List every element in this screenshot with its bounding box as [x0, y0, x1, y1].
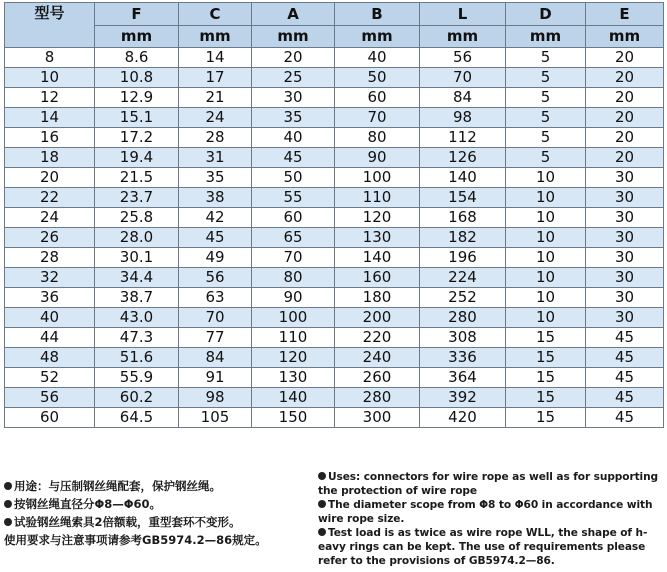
- column-header: D: [506, 3, 586, 26]
- table-row: [5, 368, 664, 388]
- value-cell: 30: [586, 288, 664, 308]
- value-cell: 8.6: [95, 48, 179, 68]
- value-cell: 34.4: [95, 268, 179, 288]
- column-header: E: [586, 3, 664, 26]
- value-cell: 38: [179, 188, 252, 208]
- notes-chinese: [4, 477, 314, 550]
- value-cell: 100: [252, 308, 335, 328]
- unit-header: mm: [586, 26, 664, 48]
- value-cell: 70: [420, 68, 506, 88]
- model-cell: 40: [5, 308, 95, 328]
- value-cell: 70: [335, 108, 420, 128]
- value-cell: 200: [335, 308, 420, 328]
- value-cell: 110: [335, 188, 420, 208]
- value-cell: 51.6: [95, 348, 179, 368]
- value-cell: 364: [420, 368, 506, 388]
- model-cell: 32: [5, 268, 95, 288]
- value-cell: 31: [179, 148, 252, 168]
- model-cell: 56: [5, 388, 95, 408]
- value-cell: 25.8: [95, 208, 179, 228]
- value-cell: 65: [252, 228, 335, 248]
- value-cell: 308: [420, 328, 506, 348]
- note-cn-usage: 用途：与压制钢丝绳配套，保护钢丝绳。: [14, 479, 221, 493]
- table-row: [5, 88, 664, 108]
- value-cell: 15: [506, 348, 586, 368]
- value-cell: 28: [179, 128, 252, 148]
- value-cell: 17: [179, 68, 252, 88]
- value-cell: 15: [506, 408, 586, 428]
- value-cell: 90: [252, 288, 335, 308]
- value-cell: 45: [252, 148, 335, 168]
- table-row: [5, 148, 664, 168]
- table-body: [5, 3, 664, 428]
- value-cell: 15: [506, 368, 586, 388]
- column-header: C: [179, 3, 252, 26]
- value-cell: 20: [586, 148, 664, 168]
- value-cell: 12.9: [95, 88, 179, 108]
- value-cell: 10: [506, 168, 586, 188]
- value-cell: 56: [179, 268, 252, 288]
- value-cell: 10: [506, 248, 586, 268]
- value-cell: 60: [335, 88, 420, 108]
- value-cell: 5: [506, 128, 586, 148]
- value-cell: 105: [179, 408, 252, 428]
- value-cell: 84: [179, 348, 252, 368]
- value-cell: 5: [506, 48, 586, 68]
- value-cell: 100: [335, 168, 420, 188]
- model-cell: 26: [5, 228, 95, 248]
- value-cell: 98: [420, 108, 506, 128]
- value-cell: 30.1: [95, 248, 179, 268]
- table-row: [5, 408, 664, 428]
- value-cell: 392: [420, 388, 506, 408]
- value-cell: 21: [179, 88, 252, 108]
- table-row: [5, 168, 664, 188]
- value-cell: 160: [335, 268, 420, 288]
- value-cell: 45: [586, 328, 664, 348]
- bullet-icon: [4, 518, 12, 526]
- value-cell: 98: [179, 388, 252, 408]
- note-cn-reference: 使用要求与注意事项请参考GB5974.2—86规定。: [4, 533, 267, 548]
- value-cell: 21.5: [95, 168, 179, 188]
- model-cell: 10: [5, 68, 95, 88]
- value-cell: 126: [420, 148, 506, 168]
- value-cell: 20: [586, 128, 664, 148]
- value-cell: 420: [420, 408, 506, 428]
- model-cell: 60: [5, 408, 95, 428]
- table-row: [5, 308, 664, 328]
- value-cell: 182: [420, 228, 506, 248]
- bullet-icon: [4, 500, 12, 508]
- model-cell: 8: [5, 48, 95, 68]
- note-cn-diameter: 按钢丝绳直径分Φ8—Φ60。: [14, 497, 162, 512]
- value-cell: 140: [252, 388, 335, 408]
- table-row: [5, 288, 664, 308]
- value-cell: 240: [335, 348, 420, 368]
- value-cell: 150: [252, 408, 335, 428]
- value-cell: 30: [586, 268, 664, 288]
- value-cell: 280: [335, 388, 420, 408]
- table-row: [5, 208, 664, 228]
- value-cell: 30: [586, 208, 664, 228]
- value-cell: 43.0: [95, 308, 179, 328]
- value-cell: 180: [335, 288, 420, 308]
- value-cell: 30: [586, 228, 664, 248]
- value-cell: 19.4: [95, 148, 179, 168]
- value-cell: 45: [586, 388, 664, 408]
- value-cell: 49: [179, 248, 252, 268]
- value-cell: 15: [506, 388, 586, 408]
- model-cell: 12: [5, 88, 95, 108]
- value-cell: 30: [586, 188, 664, 208]
- spec-table: [4, 2, 664, 428]
- value-cell: 28.0: [95, 228, 179, 248]
- value-cell: 50: [335, 68, 420, 88]
- value-cell: 55: [252, 188, 335, 208]
- value-cell: 20: [586, 68, 664, 88]
- note-cn-line: [4, 477, 314, 495]
- value-cell: 252: [420, 288, 506, 308]
- note-cn-line: [4, 513, 314, 531]
- note-cn-line: [4, 531, 314, 549]
- note-cn-test: 试验钢丝绳索具2倍额载，重型套环不变形。: [14, 515, 241, 530]
- value-cell: 154: [420, 188, 506, 208]
- value-cell: 20: [586, 108, 664, 128]
- bullet-icon: [4, 482, 12, 490]
- table-row: [5, 188, 664, 208]
- value-cell: 140: [335, 248, 420, 268]
- value-cell: 30: [252, 88, 335, 108]
- value-cell: 24: [179, 108, 252, 128]
- value-cell: 20: [586, 48, 664, 68]
- value-cell: 30: [586, 248, 664, 268]
- value-cell: 50: [252, 168, 335, 188]
- value-cell: 40: [335, 48, 420, 68]
- header-row: [5, 3, 664, 26]
- value-cell: 10: [506, 208, 586, 228]
- note-en-test: Test load is as twice as wire rope WLL, the shape of h-eavy rings can be kept. The use of requirements please refer to the provisions of GB5974.2—86.: [318, 526, 648, 567]
- value-cell: 30: [586, 308, 664, 328]
- value-cell: 14: [179, 48, 252, 68]
- value-cell: 45: [179, 228, 252, 248]
- value-cell: 45: [586, 408, 664, 428]
- table-row: [5, 228, 664, 248]
- note-en-item: [318, 527, 663, 569]
- model-cell: 24: [5, 208, 95, 228]
- bullet-icon: [318, 500, 326, 508]
- value-cell: 10: [506, 288, 586, 308]
- table-row: [5, 48, 664, 68]
- value-cell: 120: [252, 348, 335, 368]
- value-cell: 45: [586, 348, 664, 368]
- value-cell: 40: [252, 128, 335, 148]
- value-cell: 64.5: [95, 408, 179, 428]
- table-row: [5, 268, 664, 288]
- model-header: 型号: [5, 3, 95, 48]
- value-cell: 55.9: [95, 368, 179, 388]
- model-cell: 52: [5, 368, 95, 388]
- value-cell: 63: [179, 288, 252, 308]
- notes-section: [4, 471, 663, 571]
- value-cell: 5: [506, 88, 586, 108]
- value-cell: 5: [506, 148, 586, 168]
- table-row: [5, 328, 664, 348]
- model-cell: 16: [5, 128, 95, 148]
- value-cell: 30: [586, 168, 664, 188]
- value-cell: 15: [506, 328, 586, 348]
- value-cell: 20: [586, 88, 664, 108]
- model-cell: 44: [5, 328, 95, 348]
- value-cell: 35: [252, 108, 335, 128]
- model-cell: 28: [5, 248, 95, 268]
- model-cell: 20: [5, 168, 95, 188]
- table-row: [5, 248, 664, 268]
- value-cell: 5: [506, 68, 586, 88]
- table-row: [5, 348, 664, 368]
- value-cell: 56: [420, 48, 506, 68]
- model-cell: 48: [5, 348, 95, 368]
- value-cell: 90: [335, 148, 420, 168]
- note-cn-line: [4, 495, 314, 513]
- value-cell: 196: [420, 248, 506, 268]
- value-cell: 112: [420, 128, 506, 148]
- value-cell: 60: [252, 208, 335, 228]
- value-cell: 35: [179, 168, 252, 188]
- unit-header: mm: [335, 26, 420, 48]
- table-row: [5, 108, 664, 128]
- value-cell: 130: [335, 228, 420, 248]
- value-cell: 5: [506, 108, 586, 128]
- value-cell: 10.8: [95, 68, 179, 88]
- value-cell: 120: [335, 208, 420, 228]
- value-cell: 20: [252, 48, 335, 68]
- note-en-item: [318, 471, 663, 499]
- value-cell: 45: [586, 368, 664, 388]
- column-header: L: [420, 3, 506, 26]
- value-cell: 10: [506, 228, 586, 248]
- column-header: B: [335, 3, 420, 26]
- value-cell: 25: [252, 68, 335, 88]
- value-cell: 220: [335, 328, 420, 348]
- value-cell: 336: [420, 348, 506, 368]
- table-row: [5, 68, 664, 88]
- value-cell: 60.2: [95, 388, 179, 408]
- unit-header: mm: [252, 26, 335, 48]
- notes-english: [318, 471, 663, 569]
- model-cell: 18: [5, 148, 95, 168]
- value-cell: 224: [420, 268, 506, 288]
- model-cell: 22: [5, 188, 95, 208]
- value-cell: 130: [252, 368, 335, 388]
- value-cell: 168: [420, 208, 506, 228]
- bullet-icon: [318, 528, 326, 536]
- table-row: [5, 128, 664, 148]
- value-cell: 300: [335, 408, 420, 428]
- value-cell: 80: [335, 128, 420, 148]
- unit-header: mm: [506, 26, 586, 48]
- unit-header: mm: [179, 26, 252, 48]
- column-header: A: [252, 3, 335, 26]
- value-cell: 280: [420, 308, 506, 328]
- value-cell: 110: [252, 328, 335, 348]
- value-cell: 10: [506, 188, 586, 208]
- model-cell: 14: [5, 108, 95, 128]
- value-cell: 42: [179, 208, 252, 228]
- value-cell: 23.7: [95, 188, 179, 208]
- unit-row: [5, 26, 664, 48]
- table-row: [5, 388, 664, 408]
- model-cell: 36: [5, 288, 95, 308]
- value-cell: 15.1: [95, 108, 179, 128]
- value-cell: 70: [252, 248, 335, 268]
- note-en-item: [318, 499, 663, 527]
- value-cell: 77: [179, 328, 252, 348]
- note-en-diameter: The diameter scope from Φ8 to Φ60 in accordance with wire rope size.: [318, 498, 653, 525]
- value-cell: 260: [335, 368, 420, 388]
- unit-header: mm: [420, 26, 506, 48]
- value-cell: 70: [179, 308, 252, 328]
- value-cell: 84: [420, 88, 506, 108]
- value-cell: 10: [506, 268, 586, 288]
- note-en-uses: Uses: connectors for wire rope as well as for supporting the protection of wire rope: [318, 471, 659, 497]
- column-header: F: [95, 3, 179, 26]
- value-cell: 140: [420, 168, 506, 188]
- unit-header: mm: [95, 26, 179, 48]
- value-cell: 38.7: [95, 288, 179, 308]
- value-cell: 47.3: [95, 328, 179, 348]
- value-cell: 10: [506, 308, 586, 328]
- bullet-icon: [318, 472, 326, 480]
- value-cell: 17.2: [95, 128, 179, 148]
- value-cell: 91: [179, 368, 252, 388]
- value-cell: 80: [252, 268, 335, 288]
